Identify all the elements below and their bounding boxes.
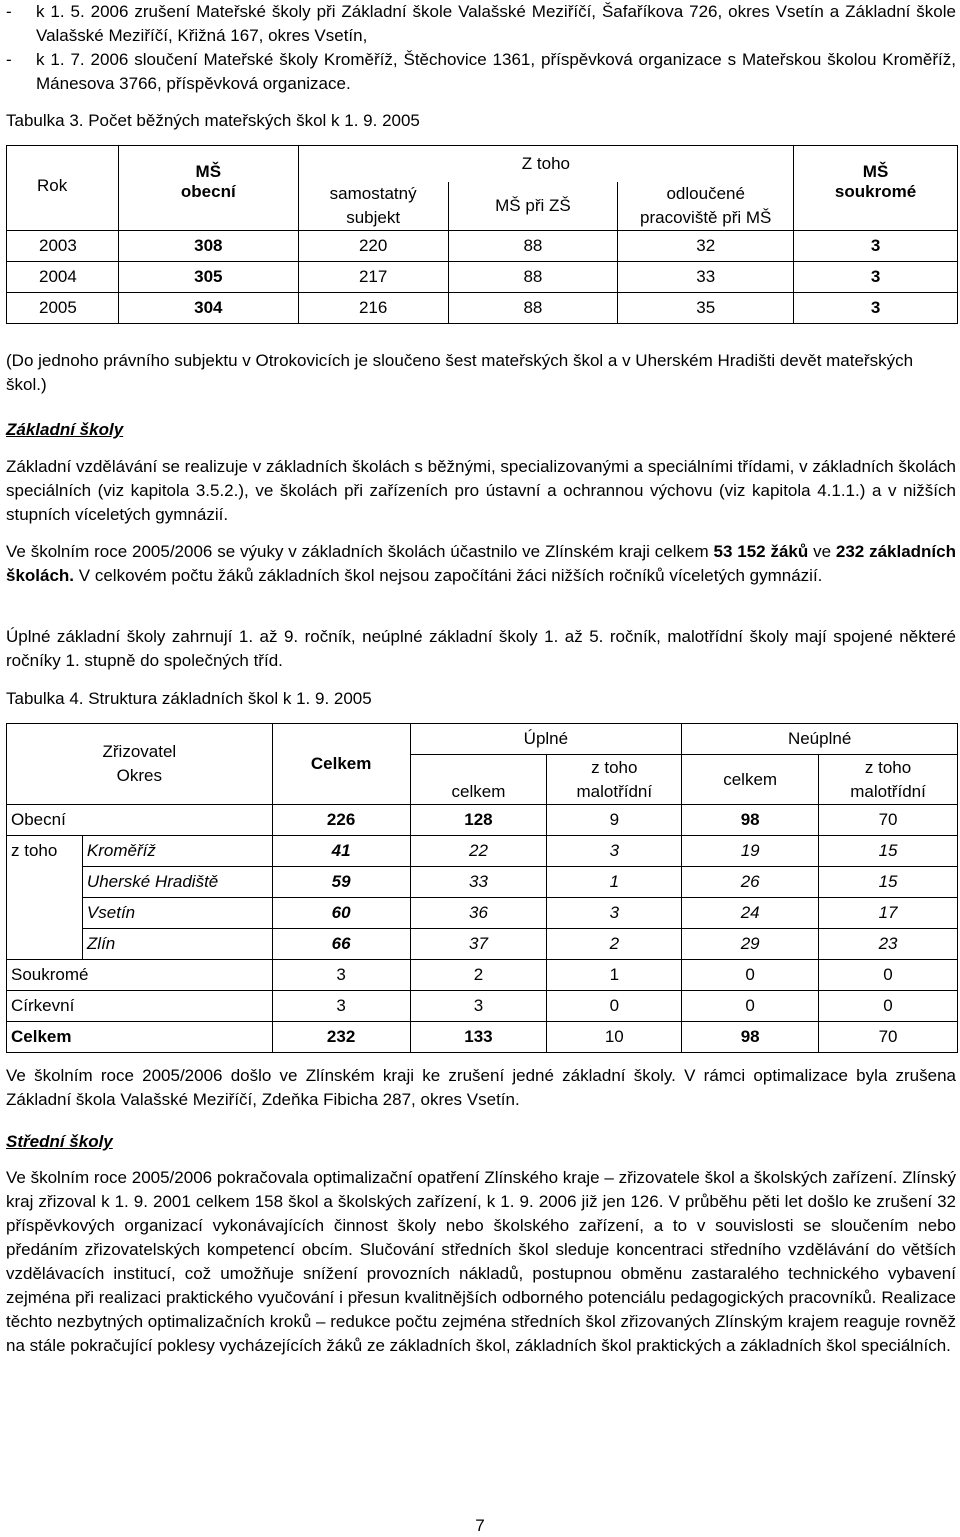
cell-odloucene: 35: [618, 292, 794, 323]
para2-bold-zaku: 53 152 žáků: [713, 542, 809, 561]
header-ms-pri-zs: MŠ při ZŠ: [448, 182, 618, 231]
table-row: [7, 929, 958, 960]
cell-neuplne-celkem: 98: [682, 805, 819, 836]
cell-neuplne-malotridni: 70: [819, 1022, 958, 1053]
table-row: [7, 836, 958, 867]
heading-stredni-skoly: Střední školy: [6, 1132, 113, 1151]
para2-text: ve: [808, 542, 836, 561]
cell-neuplne-celkem: 19: [682, 836, 819, 867]
header-neuplne-celkem: celkem: [682, 755, 819, 805]
cell-samostatny: 220: [298, 230, 448, 261]
header-zrizovatel-okres: [7, 724, 273, 805]
cell-obecni: 304: [118, 292, 298, 323]
header-celkem: Celkem: [272, 724, 410, 805]
paragraph-optimalizace: Ve školním roce 2005/2006 pokračovala optimalizační opatření Zlínského kraje – zřizovatele škol a školských zařízení. Zlínský kraj zřizoval k 1. 9. 2001 celkem 158 škol a školských zařízení, k 1. 9. 2006 již jen 126. V průběhu pěti let došlo ke zrušení 32 příspěvkových organizací vykonávajících činnost školy nebo školského zařízení, a to v souvislosti se sloučením nebo předáním zřizovatelských kompetencí obcím. Slučování středních škol sleduje koncentraci středního vzdělávání do větších vzdělávacích institucí, což umožňuje snížení provozních nákladů, postupnou obměnu zastaralého technického vybavení zejména při realizaci praktického vyučování i přesun kvalitnějších odborného potenciálu pedagogických pracovníků. Realizace těchto nezbytných optimalizačních kroků – redukce počtu zejména středních škol zřizovaných Zlínským krajem reaguje rovněž na stále pokračující poklesy vycházejících žáků ze základních škol, základních škol praktických a základních škol speciálních.: [6, 1168, 956, 1355]
row-label: Zlín: [82, 929, 272, 960]
cell-celkem: 60: [272, 898, 410, 929]
cell-neuplne-malotridni: 0: [819, 960, 958, 991]
cell-celkem: 41: [272, 836, 410, 867]
row-label: Kroměříž: [82, 836, 272, 867]
para2-text: Ve školním roce 2005/2006 se výuky v základních školách účastnilo ve Zlínském kraji celkem: [6, 542, 714, 561]
cell-odloucene: 32: [618, 230, 794, 261]
cell-uplne-malotridni: 9: [547, 805, 682, 836]
table4: [6, 723, 958, 1053]
cell-rok: 2005: [7, 292, 119, 323]
table3-caption: Tabulka 3. Počet běžných mateřských škol k 1. 9. 2005: [6, 111, 420, 130]
header-samostatny: samostatný subjekt: [298, 182, 448, 231]
header-uplne: Úplné: [410, 724, 682, 755]
header-okres: Okres: [116, 766, 163, 785]
cell-samostatny: 216: [298, 292, 448, 323]
para2-text: V celkovém počtu žáků základních škol nejsou započítáni žáci nižších ročníků víceletých gymnázií.: [74, 566, 823, 585]
cell-neuplne-celkem: 26: [682, 867, 819, 898]
header-uplne-celkem: celkem: [410, 755, 547, 805]
cell-neuplne-malotridni: 70: [819, 805, 958, 836]
row-group-z-toho: z toho: [7, 836, 83, 960]
cell-neuplne-celkem: 29: [682, 929, 819, 960]
cell-celkem: 59: [272, 867, 410, 898]
table-row: [7, 292, 958, 323]
paragraph-zakladni-vzdelavani: Základní vzdělávání se realizuje v základních školách s běžnými, specializovanými a speciálními třídami, v základních školách speciálních (viz kapitola 3.5.2.), ve školách při zařízeních pro ústavní a ochrannou výchovu (viz kapitola 4.1.1.) a v nižších stupních víceletých gymnázií.: [6, 457, 956, 524]
cell-neuplne-malotridni: 17: [819, 898, 958, 929]
cell-uplne-malotridni: 3: [547, 898, 682, 929]
page-number: 7: [475, 1516, 485, 1535]
cell-neuplne-celkem: 0: [682, 991, 819, 1022]
cell-pri-zs: 88: [448, 261, 618, 292]
header-neuplne: Neúplné: [682, 724, 958, 755]
cell-uplne-celkem: 36: [410, 898, 547, 929]
table-row: [7, 230, 958, 261]
cell-uplne-celkem: 3: [410, 991, 547, 1022]
table-row: [7, 960, 958, 991]
row-label: Celkem: [7, 1022, 273, 1053]
cell-uplne-celkem: 37: [410, 929, 547, 960]
cell-odloucene: 33: [618, 261, 794, 292]
row-label: Vsetín: [82, 898, 272, 929]
row-label: Soukromé: [7, 960, 273, 991]
cell-rok: 2004: [7, 261, 119, 292]
cell-uplne-malotridni: 1: [547, 960, 682, 991]
cell-celkem: 226: [272, 805, 410, 836]
cell-obecni: 308: [118, 230, 298, 261]
paragraph-uplne-skoly: Úplné základní školy zahrnují 1. až 9. ročník, neúplné základní školy 1. až 5. ročník, malotřídní školy mají spojené některé ročníky 1. stupně do společných tříd.: [6, 627, 956, 670]
bullet-item: k 1. 5. 2006 zrušení Mateřské školy při Základní škole Valašské Meziříčí, Šafaříkova 726, okres Vsetín a Základní škole Valašské Meziříčí, Křižná 167, okres Vsetín,: [36, 2, 956, 45]
cell-neuplne-malotridni: 15: [819, 836, 958, 867]
cell-neuplne-malotridni: 15: [819, 867, 958, 898]
cell-soukrome: 3: [794, 292, 958, 323]
cell-neuplne-celkem: 24: [682, 898, 819, 929]
header-uplne-malotridni: z toho malotřídní: [547, 755, 682, 805]
header-ms-soukrome: MŠ soukromé: [794, 146, 958, 231]
heading-zakladni-skoly: Základní školy: [6, 420, 124, 439]
row-label: Obecní: [7, 805, 273, 836]
bullet-dash: -: [6, 50, 12, 69]
cell-celkem: 3: [272, 960, 410, 991]
row-label: Uherské Hradiště: [82, 867, 272, 898]
cell-samostatny: 217: [298, 261, 448, 292]
cell-celkem: 3: [272, 991, 410, 1022]
header-zrizovatel: Zřizovatel: [102, 742, 177, 761]
table-row: [7, 867, 958, 898]
cell-neuplne-celkem: 98: [682, 1022, 819, 1053]
cell-uplne-malotridni: 1: [547, 867, 682, 898]
table-row: [7, 261, 958, 292]
table-row: [7, 805, 958, 836]
cell-celkem: 232: [272, 1022, 410, 1053]
cell-uplne-celkem: 33: [410, 867, 547, 898]
cell-uplne-celkem: 128: [410, 805, 547, 836]
para2-bold-skol: 232 základních školách.: [6, 542, 956, 585]
cell-soukrome: 3: [794, 230, 958, 261]
table-row: [7, 898, 958, 929]
table-row-total: [7, 1022, 958, 1053]
cell-uplne-malotridni: 10: [547, 1022, 682, 1053]
header-neuplne-malotridni: z toho malotřídní: [819, 755, 958, 805]
cell-uplne-malotridni: 2: [547, 929, 682, 960]
cell-pri-zs: 88: [448, 292, 618, 323]
cell-uplne-celkem: 2: [410, 960, 547, 991]
header-ms-obecni: MŠ obecní: [118, 146, 298, 231]
table-row: [7, 991, 958, 1022]
row-label: Církevní: [7, 991, 273, 1022]
cell-pri-zs: 88: [448, 230, 618, 261]
cell-neuplne-malotridni: 0: [819, 991, 958, 1022]
paragraph-pocet-zaku: [6, 540, 956, 588]
table4-caption: Tabulka 4. Struktura základních škol k 1. 9. 2005: [6, 689, 372, 708]
cell-celkem: 66: [272, 929, 410, 960]
bullet-item: k 1. 7. 2006 sloučení Mateřské školy Kroměříž, Štěchovice 1361, příspěvková organizace s Mateřskou školou Kroměříž, Mánesova 3766, příspěvková organizace.: [36, 50, 956, 93]
table3: [6, 145, 958, 324]
bullet-dash: -: [6, 2, 12, 21]
cell-uplne-malotridni: 3: [547, 836, 682, 867]
cell-rok: 2003: [7, 230, 119, 261]
header-z-toho: Z toho: [298, 146, 793, 182]
header-odloucene: odloučené pracoviště při MŠ: [618, 182, 794, 231]
header-rok: Rok: [7, 146, 119, 231]
cell-uplne-celkem: 133: [410, 1022, 547, 1053]
cell-neuplne-malotridni: 23: [819, 929, 958, 960]
cell-neuplne-celkem: 0: [682, 960, 819, 991]
cell-obecni: 305: [118, 261, 298, 292]
cell-uplne-malotridni: 0: [547, 991, 682, 1022]
cell-uplne-celkem: 22: [410, 836, 547, 867]
cell-soukrome: 3: [794, 261, 958, 292]
table3-note: (Do jednoho právního subjektu v Otrokovicích je sloučeno šest mateřských škol a v Uherském Hradišti devět mateřských škol.): [6, 351, 914, 394]
paragraph-zruseni-zs: Ve školním roce 2005/2006 došlo ve Zlínském kraji ke zrušení jedné základní školy. V rámci optimalizace byla zrušena Základní škola Valašské Meziříčí, Zdeňka Fibicha 287, okres Vsetín.: [6, 1066, 956, 1109]
